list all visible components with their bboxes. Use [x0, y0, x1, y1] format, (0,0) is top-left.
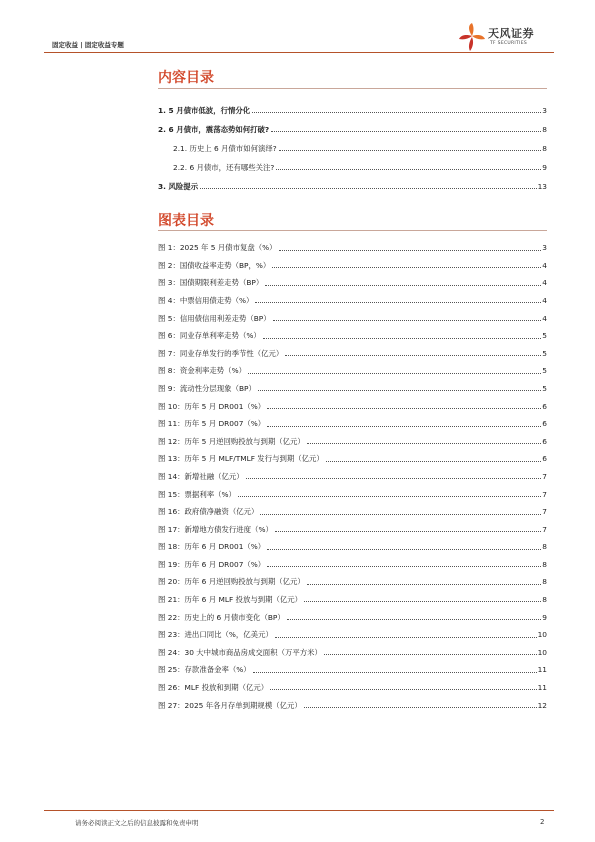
toc-leader-dots [267, 544, 541, 550]
toc-entry-label: 图 22：历史上的 6 月债市变化（BP） [158, 612, 285, 622]
toc-leader-dots [265, 280, 541, 286]
toc-leader-dots [238, 491, 541, 497]
toc-leader-dots [279, 145, 542, 151]
toc-entry[interactable] [158, 674, 547, 692]
toc-entry-label: 图 27：2025 年各月存单到期规模（亿元） [158, 700, 302, 710]
toc-entry-page: 10 [537, 647, 547, 657]
toc-entry-label: 图 17：新增地方债发行进度（%） [158, 524, 273, 534]
toc-leader-dots [287, 614, 542, 620]
toc-entry-label: 图 2：国债收益率走势（BP，%） [158, 260, 271, 270]
toc-entry-page: 7 [542, 489, 547, 499]
toc-entry[interactable] [158, 691, 547, 709]
toc-leader-dots [279, 245, 542, 251]
toc-entry-page: 7 [542, 471, 547, 481]
toc-entry-label: 图 21：历年 6 月 MLF 投放与到期（亿元） [158, 595, 303, 605]
toc-entry-page: 9 [542, 612, 547, 622]
toc-entry-label: 2. 6 月债市，震荡态势如何打破? [158, 124, 270, 134]
toc-entry-page: 3 [542, 243, 547, 253]
toc-entry-page: 3 [542, 105, 547, 115]
toc-leader-dots [200, 183, 537, 189]
toc-entry-page: 11 [537, 665, 547, 675]
toc-entry-label: 图 6：同业存单利率走势（%） [158, 331, 261, 341]
toc-entry-page: 4 [542, 278, 547, 288]
toc-entry-label: 图 11：历年 5 月 DR007（%） [158, 419, 266, 429]
toc-leader-dots [260, 509, 541, 515]
toc-entry[interactable] [158, 133, 547, 152]
toc-entry-label: 图 14：新增社融（亿元） [158, 471, 244, 481]
toc-entry[interactable] [158, 621, 547, 639]
toc-entry-page: 5 [542, 383, 547, 393]
toc-leader-dots [275, 632, 537, 638]
toc-entry-page: 4 [542, 260, 547, 270]
toc-entry-page: 6 [542, 454, 547, 464]
toc-entry[interactable] [158, 304, 547, 322]
toc-entry-label: 2.1. 历史上 6 月债市如何演绎? [173, 143, 277, 153]
toc-entry-label: 图 10：历年 5 月 DR001（%） [158, 401, 266, 411]
toc-entry[interactable] [158, 463, 547, 481]
toc-entry-label: 图 12：历年 5 月逆回购投放与到期（亿元） [158, 436, 305, 446]
toc-entry-label: 图 23：进出口同比（%，亿美元） [158, 630, 273, 640]
toc-title-underline [158, 88, 547, 89]
toc-list [158, 95, 547, 190]
toc-leader-dots [307, 579, 542, 585]
toc-leader-dots [255, 297, 541, 303]
toc-entry[interactable] [158, 516, 547, 534]
toc-leader-dots [270, 684, 536, 690]
toc-entry-page: 9 [542, 162, 547, 172]
toc-entry[interactable] [158, 234, 547, 252]
footer-disclaimer: 请务必阅读正文之后的信息披露和免责申明 [75, 819, 199, 827]
toc-entry-page: 13 [537, 181, 547, 191]
figures-list [158, 234, 547, 709]
toc-entry-label: 图 9：流动性分层现象（BP） [158, 383, 256, 393]
toc-leader-dots [248, 368, 541, 374]
toc-entry-page: 8 [542, 124, 547, 134]
toc-leader-dots [285, 350, 541, 356]
toc-leader-dots [304, 702, 537, 708]
footer-divider [44, 810, 554, 811]
toc-entry[interactable] [158, 568, 547, 586]
page-number: 2 [540, 818, 545, 826]
toc-entry-label: 3. 风险提示 [158, 181, 199, 191]
toc-leader-dots [252, 107, 541, 113]
toc-entry-page: 6 [542, 436, 547, 446]
toc-leader-dots [271, 126, 541, 132]
toc-entry-label: 2.2. 6 月债市，还有哪些关注? [173, 162, 275, 172]
toc-entry-label: 图 25：存款准备金率（%） [158, 665, 251, 675]
toc-leader-dots [267, 421, 541, 427]
brand-name-en: TF SECURITIES [490, 41, 528, 46]
brand-name-cn: 天风证券 [488, 27, 534, 40]
toc-leader-dots [307, 438, 542, 444]
toc-entry[interactable] [158, 171, 547, 190]
toc-entry-page: 8 [542, 577, 547, 587]
toc-entry-page: 11 [537, 683, 547, 693]
toc-leader-dots [276, 164, 541, 170]
toc-entry[interactable] [158, 639, 547, 657]
toc-title: 内容目录 [158, 70, 214, 86]
toc-entry[interactable] [158, 410, 547, 428]
figures-title-underline [158, 230, 547, 231]
toc-leader-dots [263, 333, 542, 339]
toc-entry-label: 图 1：2025 年 5 月债市复盘（%） [158, 243, 277, 253]
toc-leader-dots [267, 403, 541, 409]
toc-entry[interactable] [158, 392, 547, 410]
toc-entry-label: 图 26：MLF 投放和到期（亿元） [158, 683, 269, 693]
toc-entry-page: 12 [537, 700, 547, 710]
toc-leader-dots [275, 526, 541, 532]
toc-entry-page: 8 [542, 143, 547, 153]
toc-entry-label: 图 5：信用债信用利差走势（BP） [158, 313, 271, 323]
figures-title: 图表目录 [158, 213, 214, 229]
toc-entry[interactable] [158, 95, 547, 114]
header-category: 固定收益 | 固定收益专题 [52, 41, 124, 49]
toc-entry-label: 图 18：历年 6 月 DR001（%） [158, 542, 266, 552]
toc-entry-page: 5 [542, 348, 547, 358]
toc-entry[interactable] [158, 586, 547, 604]
toc-entry[interactable] [158, 551, 547, 569]
toc-leader-dots [267, 561, 541, 567]
toc-entry-label: 1. 5 月债市低波，行情分化 [158, 105, 251, 115]
toc-entry[interactable] [158, 480, 547, 498]
toc-entry[interactable] [158, 269, 547, 287]
toc-leader-dots [253, 667, 537, 673]
toc-entry-page: 4 [542, 295, 547, 305]
toc-entry[interactable] [158, 252, 547, 270]
toc-entry-label: 图 16：政府债净融资（亿元） [158, 507, 259, 517]
toc-entry[interactable] [158, 656, 547, 674]
toc-entry-label: 图 24：30 大中城市商品房成交面积（万平方米） [158, 647, 322, 657]
toc-leader-dots [246, 473, 542, 479]
toc-entry[interactable] [158, 357, 547, 375]
toc-entry-page: 4 [542, 313, 547, 323]
toc-entry[interactable] [158, 428, 547, 446]
toc-leader-dots [258, 385, 541, 391]
toc-entry[interactable] [158, 498, 547, 516]
toc-entry[interactable] [158, 287, 547, 305]
toc-entry-label: 图 3：国债期限利差走势（BP） [158, 278, 264, 288]
toc-entry-page: 8 [542, 542, 547, 552]
toc-entry[interactable] [158, 152, 547, 171]
toc-entry-label: 图 19：历年 6 月 DR007（%） [158, 559, 266, 569]
toc-entry-page: 10 [537, 630, 547, 640]
toc-entry-label: 图 8：资金利率走势（%） [158, 366, 246, 376]
toc-entry[interactable] [158, 603, 547, 621]
toc-leader-dots [324, 649, 537, 655]
toc-entry-page: 7 [542, 524, 547, 534]
toc-entry-label: 图 20：历年 6 月逆回购投放与到期（亿元） [158, 577, 305, 587]
toc-entry-label: 图 13：历年 5 月 MLF/TMLF 发行与到期（亿元） [158, 454, 324, 464]
toc-leader-dots [272, 262, 541, 268]
toc-entry-label: 图 15：票据利率（%） [158, 489, 236, 499]
toc-entry[interactable] [158, 445, 547, 463]
page-header [44, 20, 554, 56]
toc-entry-page: 8 [542, 595, 547, 605]
toc-entry[interactable] [158, 375, 547, 393]
toc-entry[interactable] [158, 114, 547, 133]
toc-leader-dots [273, 315, 542, 321]
toc-entry-page: 5 [542, 331, 547, 341]
toc-entry-page: 6 [542, 401, 547, 411]
toc-entry-page: 7 [542, 507, 547, 517]
toc-leader-dots [304, 596, 541, 602]
toc-entry-label: 图 7：同业存单发行的季节性（亿元） [158, 348, 284, 358]
toc-leader-dots [326, 456, 541, 462]
toc-entry[interactable] [158, 533, 547, 551]
header-divider [44, 52, 554, 53]
brand-logo [458, 22, 548, 54]
toc-entry[interactable] [158, 322, 547, 340]
toc-entry-label: 图 4：中票信用债走势（%） [158, 295, 254, 305]
toc-entry[interactable] [158, 340, 547, 358]
toc-entry-page: 5 [542, 366, 547, 376]
toc-entry-page: 8 [542, 559, 547, 569]
tf-logo-icon [458, 22, 486, 52]
toc-entry-page: 6 [542, 419, 547, 429]
